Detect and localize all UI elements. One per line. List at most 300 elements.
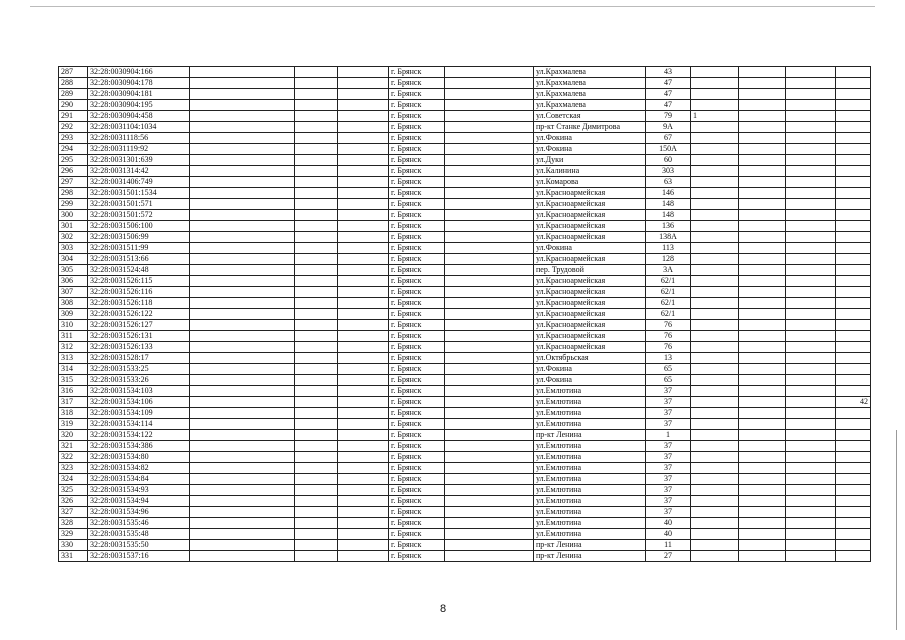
extra-value-cell [836, 309, 871, 320]
empty-cell [739, 155, 786, 166]
empty-cell [786, 78, 836, 89]
city-cell: г. Брянск [389, 144, 445, 155]
empty-cell [295, 496, 338, 507]
city-cell: г. Брянск [389, 232, 445, 243]
extra-value-cell [836, 331, 871, 342]
extra-value-cell [836, 353, 871, 364]
city-cell: г. Брянск [389, 320, 445, 331]
empty-cell [786, 133, 836, 144]
empty-cell [338, 210, 389, 221]
city-cell: г. Брянск [389, 133, 445, 144]
street-cell: ул.Емлютина [534, 441, 646, 452]
empty-cell [190, 397, 295, 408]
extra-value-cell [836, 210, 871, 221]
empty-cell [445, 474, 534, 485]
cadastral-number-cell: 32:28:0031506:99 [88, 232, 190, 243]
empty-cell [338, 309, 389, 320]
empty-cell [190, 243, 295, 254]
extra-cell [691, 364, 739, 375]
cadastral-number-cell: 32:28:0031534:103 [88, 386, 190, 397]
cadastral-number-cell: 32:28:0031534:106 [88, 397, 190, 408]
empty-cell [295, 166, 338, 177]
empty-cell [190, 133, 295, 144]
empty-cell [295, 243, 338, 254]
city-cell: г. Брянск [389, 166, 445, 177]
extra-value-cell [836, 122, 871, 133]
extra-cell [691, 100, 739, 111]
empty-cell [295, 441, 338, 452]
empty-cell [338, 463, 389, 474]
empty-cell [739, 430, 786, 441]
extra-cell [691, 276, 739, 287]
empty-cell [338, 320, 389, 331]
empty-cell [190, 265, 295, 276]
empty-cell [445, 221, 534, 232]
empty-cell [786, 221, 836, 232]
cadastral-number-cell: 32:28:0031526:127 [88, 320, 190, 331]
house-number-cell: 62/1 [646, 309, 691, 320]
empty-cell [445, 100, 534, 111]
empty-cell [190, 496, 295, 507]
row-number-cell: 320 [59, 430, 88, 441]
city-cell: г. Брянск [389, 221, 445, 232]
empty-cell [338, 408, 389, 419]
empty-cell [739, 342, 786, 353]
extra-cell: 1 [691, 111, 739, 122]
empty-cell [338, 518, 389, 529]
table-row [59, 155, 871, 166]
empty-cell [445, 188, 534, 199]
empty-cell [190, 452, 295, 463]
extra-value-cell [836, 89, 871, 100]
row-number-cell: 296 [59, 166, 88, 177]
extra-value-cell [836, 419, 871, 430]
empty-cell [190, 155, 295, 166]
empty-cell [445, 496, 534, 507]
empty-cell [338, 67, 389, 78]
extra-cell [691, 529, 739, 540]
empty-cell [295, 419, 338, 430]
row-number-cell: 316 [59, 386, 88, 397]
street-cell: ул.Красноармейская [534, 254, 646, 265]
empty-cell [295, 540, 338, 551]
row-number-cell: 313 [59, 353, 88, 364]
table-row [59, 551, 871, 562]
row-number-cell: 287 [59, 67, 88, 78]
table-row [59, 67, 871, 78]
house-number-cell: 63 [646, 177, 691, 188]
extra-cell [691, 67, 739, 78]
empty-cell [786, 474, 836, 485]
empty-cell [786, 331, 836, 342]
street-cell: ул.Советская [534, 111, 646, 122]
street-cell: ул.Крахмалева [534, 100, 646, 111]
table-row [59, 210, 871, 221]
extra-cell [691, 188, 739, 199]
city-cell: г. Брянск [389, 441, 445, 452]
empty-cell [295, 188, 338, 199]
top-border-line [30, 6, 875, 7]
table-row [59, 518, 871, 529]
street-cell: ул.Красноармейская [534, 331, 646, 342]
street-cell: пер. Трудовой [534, 265, 646, 276]
house-number-cell: 303 [646, 166, 691, 177]
extra-value-cell [836, 408, 871, 419]
cadastral-number-cell: 32:28:0030904:166 [88, 67, 190, 78]
street-cell: ул.Красноармейская [534, 309, 646, 320]
empty-cell [295, 210, 338, 221]
empty-cell [786, 287, 836, 298]
empty-cell [739, 386, 786, 397]
empty-cell [739, 419, 786, 430]
empty-cell [445, 144, 534, 155]
row-number-cell: 298 [59, 188, 88, 199]
cadastral-number-cell: 32:28:0031501:572 [88, 210, 190, 221]
street-cell: ул.Фокина [534, 364, 646, 375]
table-row [59, 364, 871, 375]
extra-cell [691, 298, 739, 309]
empty-cell [786, 232, 836, 243]
empty-cell [295, 67, 338, 78]
empty-cell [295, 177, 338, 188]
empty-cell [338, 276, 389, 287]
cadastral-number-cell: 32:28:0031533:25 [88, 364, 190, 375]
table-row [59, 540, 871, 551]
row-number-cell: 293 [59, 133, 88, 144]
empty-cell [786, 254, 836, 265]
street-cell: ул.Емлютина [534, 452, 646, 463]
street-cell: ул.Дуки [534, 155, 646, 166]
empty-cell [338, 232, 389, 243]
empty-cell [786, 155, 836, 166]
table-row [59, 408, 871, 419]
empty-cell [739, 210, 786, 221]
row-number-cell: 301 [59, 221, 88, 232]
extra-cell [691, 122, 739, 133]
empty-cell [190, 408, 295, 419]
empty-cell [445, 342, 534, 353]
empty-cell [295, 408, 338, 419]
row-number-cell: 302 [59, 232, 88, 243]
street-cell: ул.Крахмалева [534, 89, 646, 100]
empty-cell [190, 254, 295, 265]
house-number-cell: 40 [646, 529, 691, 540]
empty-cell [338, 111, 389, 122]
empty-cell [338, 529, 389, 540]
empty-cell [190, 100, 295, 111]
table-row [59, 89, 871, 100]
empty-cell [445, 551, 534, 562]
street-cell: ул.Емлютина [534, 463, 646, 474]
empty-cell [190, 331, 295, 342]
cadastral-number-cell: 32:28:0031526:115 [88, 276, 190, 287]
extra-cell [691, 199, 739, 210]
city-cell: г. Брянск [389, 364, 445, 375]
cadastral-number-cell: 32:28:0031314:42 [88, 166, 190, 177]
street-cell: ул.Комарова [534, 177, 646, 188]
empty-cell [295, 397, 338, 408]
house-number-cell: 60 [646, 155, 691, 166]
house-number-cell: 27 [646, 551, 691, 562]
extra-cell [691, 441, 739, 452]
empty-cell [295, 100, 338, 111]
empty-cell [190, 507, 295, 518]
empty-cell [190, 309, 295, 320]
empty-cell [295, 507, 338, 518]
city-cell: г. Брянск [389, 100, 445, 111]
city-cell: г. Брянск [389, 188, 445, 199]
extra-value-cell [836, 518, 871, 529]
empty-cell [295, 144, 338, 155]
empty-cell [739, 166, 786, 177]
empty-cell [786, 551, 836, 562]
empty-cell [739, 441, 786, 452]
table-row [59, 529, 871, 540]
empty-cell [786, 298, 836, 309]
empty-cell [445, 89, 534, 100]
extra-cell [691, 485, 739, 496]
city-cell: г. Брянск [389, 309, 445, 320]
extra-cell [691, 518, 739, 529]
empty-cell [445, 320, 534, 331]
empty-cell [786, 507, 836, 518]
empty-cell [190, 166, 295, 177]
extra-value-cell [836, 243, 871, 254]
table-row [59, 320, 871, 331]
empty-cell [739, 144, 786, 155]
empty-cell [338, 375, 389, 386]
empty-cell [295, 276, 338, 287]
table-row [59, 485, 871, 496]
street-cell: ул.Октябрьская [534, 353, 646, 364]
empty-cell [445, 298, 534, 309]
table-row [59, 265, 871, 276]
extra-value-cell [836, 386, 871, 397]
empty-cell [786, 188, 836, 199]
empty-cell [445, 507, 534, 518]
empty-cell [295, 78, 338, 89]
house-number-cell: 37 [646, 474, 691, 485]
empty-cell [786, 518, 836, 529]
street-cell: ул.Красноармейская [534, 232, 646, 243]
cadastral-number-cell: 32:28:0031534:84 [88, 474, 190, 485]
house-number-cell: 65 [646, 364, 691, 375]
table-row [59, 133, 871, 144]
empty-cell [338, 430, 389, 441]
empty-cell [295, 221, 338, 232]
empty-cell [739, 320, 786, 331]
extra-cell [691, 507, 739, 518]
empty-cell [445, 518, 534, 529]
table-row [59, 474, 871, 485]
extra-value-cell [836, 298, 871, 309]
empty-cell [445, 254, 534, 265]
empty-cell [786, 529, 836, 540]
city-cell: г. Брянск [389, 89, 445, 100]
extra-cell [691, 375, 739, 386]
cadastral-number-cell: 32:28:0031511:99 [88, 243, 190, 254]
empty-cell [786, 89, 836, 100]
empty-cell [190, 529, 295, 540]
row-number-cell: 308 [59, 298, 88, 309]
empty-cell [786, 463, 836, 474]
empty-cell [786, 309, 836, 320]
street-cell: ул.Емлютина [534, 507, 646, 518]
empty-cell [338, 144, 389, 155]
city-cell: г. Брянск [389, 518, 445, 529]
empty-cell [739, 89, 786, 100]
cadastral-number-cell: 32:28:0031513:66 [88, 254, 190, 265]
house-number-cell: 148 [646, 210, 691, 221]
empty-cell [295, 364, 338, 375]
cadastral-number-cell: 32:28:0031534:82 [88, 463, 190, 474]
street-cell: ул.Емлютина [534, 474, 646, 485]
table-row [59, 452, 871, 463]
empty-cell [786, 243, 836, 254]
extra-value-cell [836, 287, 871, 298]
table-row [59, 342, 871, 353]
extra-value-cell: 42 [836, 397, 871, 408]
street-cell: ул.Красноармейская [534, 188, 646, 199]
empty-cell [739, 364, 786, 375]
cadastral-number-cell: 32:28:0031526:133 [88, 342, 190, 353]
extra-cell [691, 243, 739, 254]
cadastral-number-cell: 32:28:0031119:92 [88, 144, 190, 155]
cadastral-number-cell: 32:28:0031534:94 [88, 496, 190, 507]
empty-cell [445, 210, 534, 221]
table-row [59, 232, 871, 243]
empty-cell [445, 529, 534, 540]
empty-cell [295, 430, 338, 441]
cadastral-number-cell: 32:28:0030904:458 [88, 111, 190, 122]
row-number-cell: 304 [59, 254, 88, 265]
row-number-cell: 328 [59, 518, 88, 529]
empty-cell [338, 188, 389, 199]
house-number-cell: 37 [646, 485, 691, 496]
street-cell: ул.Емлютина [534, 408, 646, 419]
extra-value-cell [836, 265, 871, 276]
empty-cell [295, 122, 338, 133]
empty-cell [445, 419, 534, 430]
cadastral-number-cell: 32:28:0031501:1534 [88, 188, 190, 199]
city-cell: г. Брянск [389, 276, 445, 287]
empty-cell [190, 276, 295, 287]
row-number-cell: 324 [59, 474, 88, 485]
empty-cell [445, 375, 534, 386]
empty-cell [739, 529, 786, 540]
house-number-cell: 47 [646, 89, 691, 100]
table-row [59, 243, 871, 254]
table-row [59, 188, 871, 199]
empty-cell [190, 188, 295, 199]
house-number-cell: 113 [646, 243, 691, 254]
street-cell: ул.Крахмалева [534, 67, 646, 78]
empty-cell [445, 441, 534, 452]
empty-cell [739, 485, 786, 496]
extra-cell [691, 419, 739, 430]
street-cell: ул.Красноармейская [534, 276, 646, 287]
table-row [59, 100, 871, 111]
cadastral-number-cell: 32:28:0031118:56 [88, 133, 190, 144]
cadastral-number-cell: 32:28:0031406:749 [88, 177, 190, 188]
city-cell: г. Брянск [389, 287, 445, 298]
city-cell: г. Брянск [389, 540, 445, 551]
empty-cell [190, 199, 295, 210]
house-number-cell: 65 [646, 375, 691, 386]
street-cell: ул.Емлютина [534, 397, 646, 408]
extra-cell [691, 265, 739, 276]
empty-cell [786, 177, 836, 188]
empty-cell [190, 540, 295, 551]
empty-cell [445, 67, 534, 78]
house-number-cell: 37 [646, 463, 691, 474]
city-cell: г. Брянск [389, 507, 445, 518]
street-cell: ул.Фокина [534, 243, 646, 254]
row-number-cell: 294 [59, 144, 88, 155]
table-row [59, 177, 871, 188]
extra-cell [691, 144, 739, 155]
empty-cell [739, 243, 786, 254]
extra-value-cell [836, 320, 871, 331]
empty-cell [445, 111, 534, 122]
empty-cell [295, 386, 338, 397]
table-row [59, 111, 871, 122]
empty-cell [190, 474, 295, 485]
extra-cell [691, 397, 739, 408]
row-number-cell: 303 [59, 243, 88, 254]
empty-cell [338, 441, 389, 452]
empty-cell [295, 232, 338, 243]
house-number-cell: 76 [646, 331, 691, 342]
empty-cell [338, 89, 389, 100]
house-number-cell: 79 [646, 111, 691, 122]
cadastral-number-cell: 32:28:0031535:46 [88, 518, 190, 529]
empty-cell [786, 452, 836, 463]
street-cell: пр-кт Станке Димитрова [534, 122, 646, 133]
empty-cell [445, 276, 534, 287]
row-number-cell: 319 [59, 419, 88, 430]
empty-cell [786, 386, 836, 397]
empty-cell [445, 287, 534, 298]
cadastral-number-cell: 32:28:0030904:195 [88, 100, 190, 111]
empty-cell [190, 518, 295, 529]
empty-cell [445, 430, 534, 441]
empty-cell [338, 265, 389, 276]
row-number-cell: 290 [59, 100, 88, 111]
extra-value-cell [836, 276, 871, 287]
cadastral-number-cell: 32:28:0031534:80 [88, 452, 190, 463]
empty-cell [190, 353, 295, 364]
empty-cell [190, 320, 295, 331]
city-cell: г. Брянск [389, 331, 445, 342]
house-number-cell: 37 [646, 441, 691, 452]
empty-cell [295, 485, 338, 496]
cadastral-number-cell: 32:28:0030904:181 [88, 89, 190, 100]
empty-cell [338, 551, 389, 562]
house-number-cell: 62/1 [646, 298, 691, 309]
empty-cell [338, 496, 389, 507]
empty-cell [445, 364, 534, 375]
extra-cell [691, 210, 739, 221]
empty-cell [338, 78, 389, 89]
empty-cell [295, 353, 338, 364]
empty-cell [295, 463, 338, 474]
empty-cell [190, 210, 295, 221]
city-cell: г. Брянск [389, 419, 445, 430]
city-cell: г. Брянск [389, 342, 445, 353]
row-number-cell: 291 [59, 111, 88, 122]
empty-cell [739, 353, 786, 364]
